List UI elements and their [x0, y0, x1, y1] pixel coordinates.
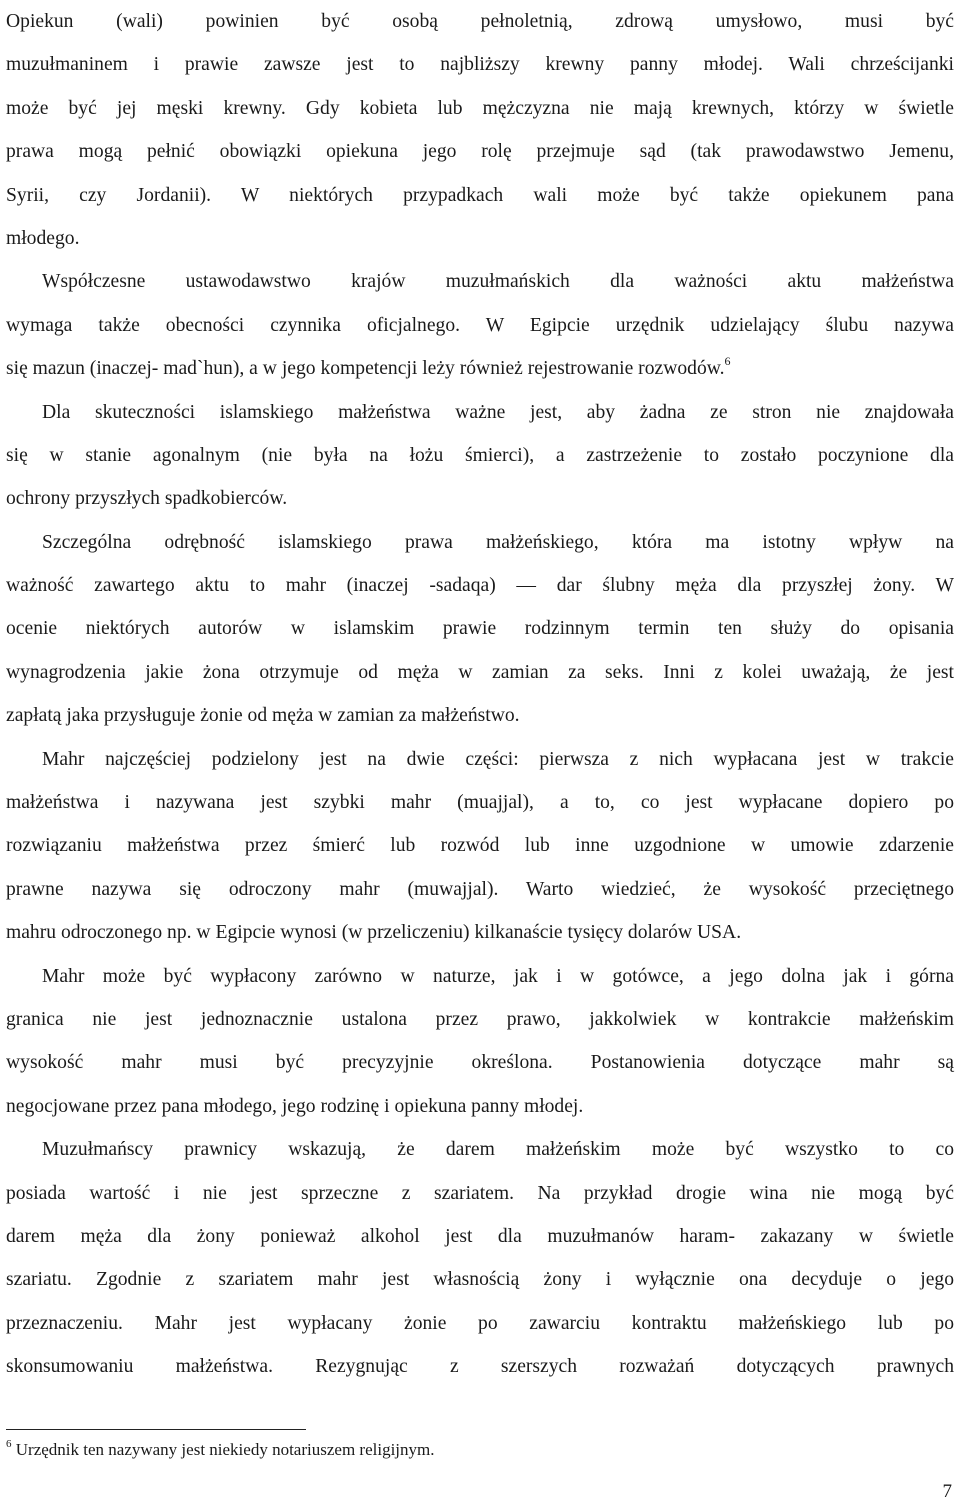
- page-number: 7: [942, 1481, 952, 1502]
- text-line: Mahr może być wypłacony zarówno w naturze, jak i w gotówce, a jego dolna jak i górna: [42, 965, 954, 987]
- text-line: Szczególna odrębność islamskiego prawa małżeńskiego, która ma istotny wpływ na: [42, 531, 954, 553]
- footnote: [6, 1440, 434, 1460]
- text-line: granica nie jest jednoznacznie ustalona przez prawo, jakkolwiek w kontrakcie małżeńskim: [6, 1008, 954, 1030]
- text-line: Syrii, czy Jordanii). W niektórych przypadkach wali może być także opiekunem pana: [6, 184, 954, 206]
- text-line: Muzułmańscy prawnicy wskazują, że darem małżeńskim może być wszystko to co: [42, 1139, 954, 1161]
- text-line-content: się mazun (inaczej- mad`hun), a w jego kompetencji leży również rejestrowanie rozwodów.: [6, 358, 725, 380]
- text-line: mahru odroczonego np. w Egipcie wynosi (w przeliczeniu) kilkanaście tysięcy dolarów USA.: [6, 922, 742, 944]
- paragraph-2: [6, 260, 954, 390]
- paragraph-4: [6, 521, 954, 738]
- text-line-with-footnote: [6, 347, 954, 390]
- text-line: prawa mogą pełnić obowiązki opiekuna jego rolę przejmuje sąd (tak prawodawstwo Jemenu,: [6, 141, 954, 163]
- text-line: Współczesne ustawodawstwo krajów muzułmańskich dla ważności aktu małżeństwa: [42, 271, 954, 293]
- text-line: prawne nazywa się odroczony mahr (muwajjal). Warto wiedzieć, że wysokość przeciętnego: [6, 878, 954, 900]
- text-line: może być jej męski krewny. Gdy kobieta lub mężczyzna nie mają krewnych, którzy w świetle: [6, 97, 954, 119]
- text-line: muzułmaninem i prawie zawsze jest to najbliższy krewny panny młodej. Wali chrześcijanki: [6, 54, 954, 76]
- text-line: Dla skuteczności islamskiego małżeństwa ważne jest, aby żadna ze stron nie znajdowała: [42, 401, 954, 423]
- document-body: [6, 0, 954, 1389]
- footnote-divider: [6, 1429, 306, 1430]
- text-line: ocenie niektórych autorów w islamskim prawie rodzinnym termin ten służy do opisania: [6, 618, 954, 640]
- paragraph-6: [6, 955, 954, 1129]
- paragraph-5: [6, 738, 954, 955]
- text-line: Mahr najczęściej podzielony jest na dwie części: pierwsza z nich wypłacana jest w trakcie: [42, 748, 954, 770]
- text-line: zapłatą jaka przysługuje żonie od męża w zamian za małżeństwo.: [6, 705, 520, 727]
- text-line: wymaga także obecności czynnika oficjalnego. W Egipcie urzędnik udzielający ślubu nazywa: [6, 314, 954, 336]
- text-line: ważność zawartego aktu to mahr (inaczej -sadaqa) — dar ślubny męża dla przyszłej żony. W: [6, 575, 954, 597]
- text-line: rozwiązaniu małżeństwa przez śmierć lub rozwód lub inne uzgodnione w umowie zdarzenie: [6, 835, 954, 857]
- footnote-marker: 6: [6, 1438, 12, 1450]
- text-line: szariatu. Zgodnie z szariatem mahr jest własnością żony i wyłącznie ona decyduje o jego: [6, 1269, 954, 1291]
- footnote-reference: 6: [724, 354, 731, 369]
- paragraph-7: [6, 1128, 954, 1388]
- text-line: ochrony przyszłych spadkobierców.: [6, 488, 288, 510]
- text-line: darem męża dla żony ponieważ alkohol jest dla muzułmanów haram- zakazany w świetle: [6, 1225, 954, 1247]
- paragraph-1: [6, 0, 954, 260]
- text-line: posiada wartość i nie jest sprzeczne z szariatem. Na przykład drogie wina nie mogą być: [6, 1182, 954, 1204]
- text-line: skonsumowaniu małżeństwa. Rezygnując z szerszych rozważań dotyczących prawnych: [6, 1356, 954, 1378]
- text-line: Opiekun (wali) powinien być osobą pełnoletnią, zdrową umysłowo, musi być: [6, 11, 954, 32]
- text-line: wysokość mahr musi być precyzyjnie określona. Postanowienia dotyczące mahr są: [6, 1052, 954, 1074]
- text-line: się w stanie agonalnym (nie była na łożu śmierci), a zastrzeżenie to zostało poczynione dla: [6, 444, 954, 466]
- text-line: małżeństwa i nazywana jest szybki mahr (muajjal), a to, co jest wypłacane dopiero po: [6, 792, 954, 814]
- text-line: negocjowane przez pana młodego, jego rodzinę i opiekuna panny młodej.: [6, 1095, 584, 1117]
- paragraph-3: [6, 391, 954, 521]
- text-line: wynagrodzenia jakie żona otrzymuje od męża w zamian za seks. Inni z kolei uważają, że jest: [6, 661, 954, 683]
- text-line: przeznaczeniu. Mahr jest wypłacany żonie po zawarciu kontraktu małżeńskiego lub po: [6, 1312, 954, 1334]
- text-line: młodego.: [6, 227, 80, 249]
- footnote-text: Urzędnik ten nazywany jest niekiedy notariuszem religijnym.: [15, 1440, 435, 1459]
